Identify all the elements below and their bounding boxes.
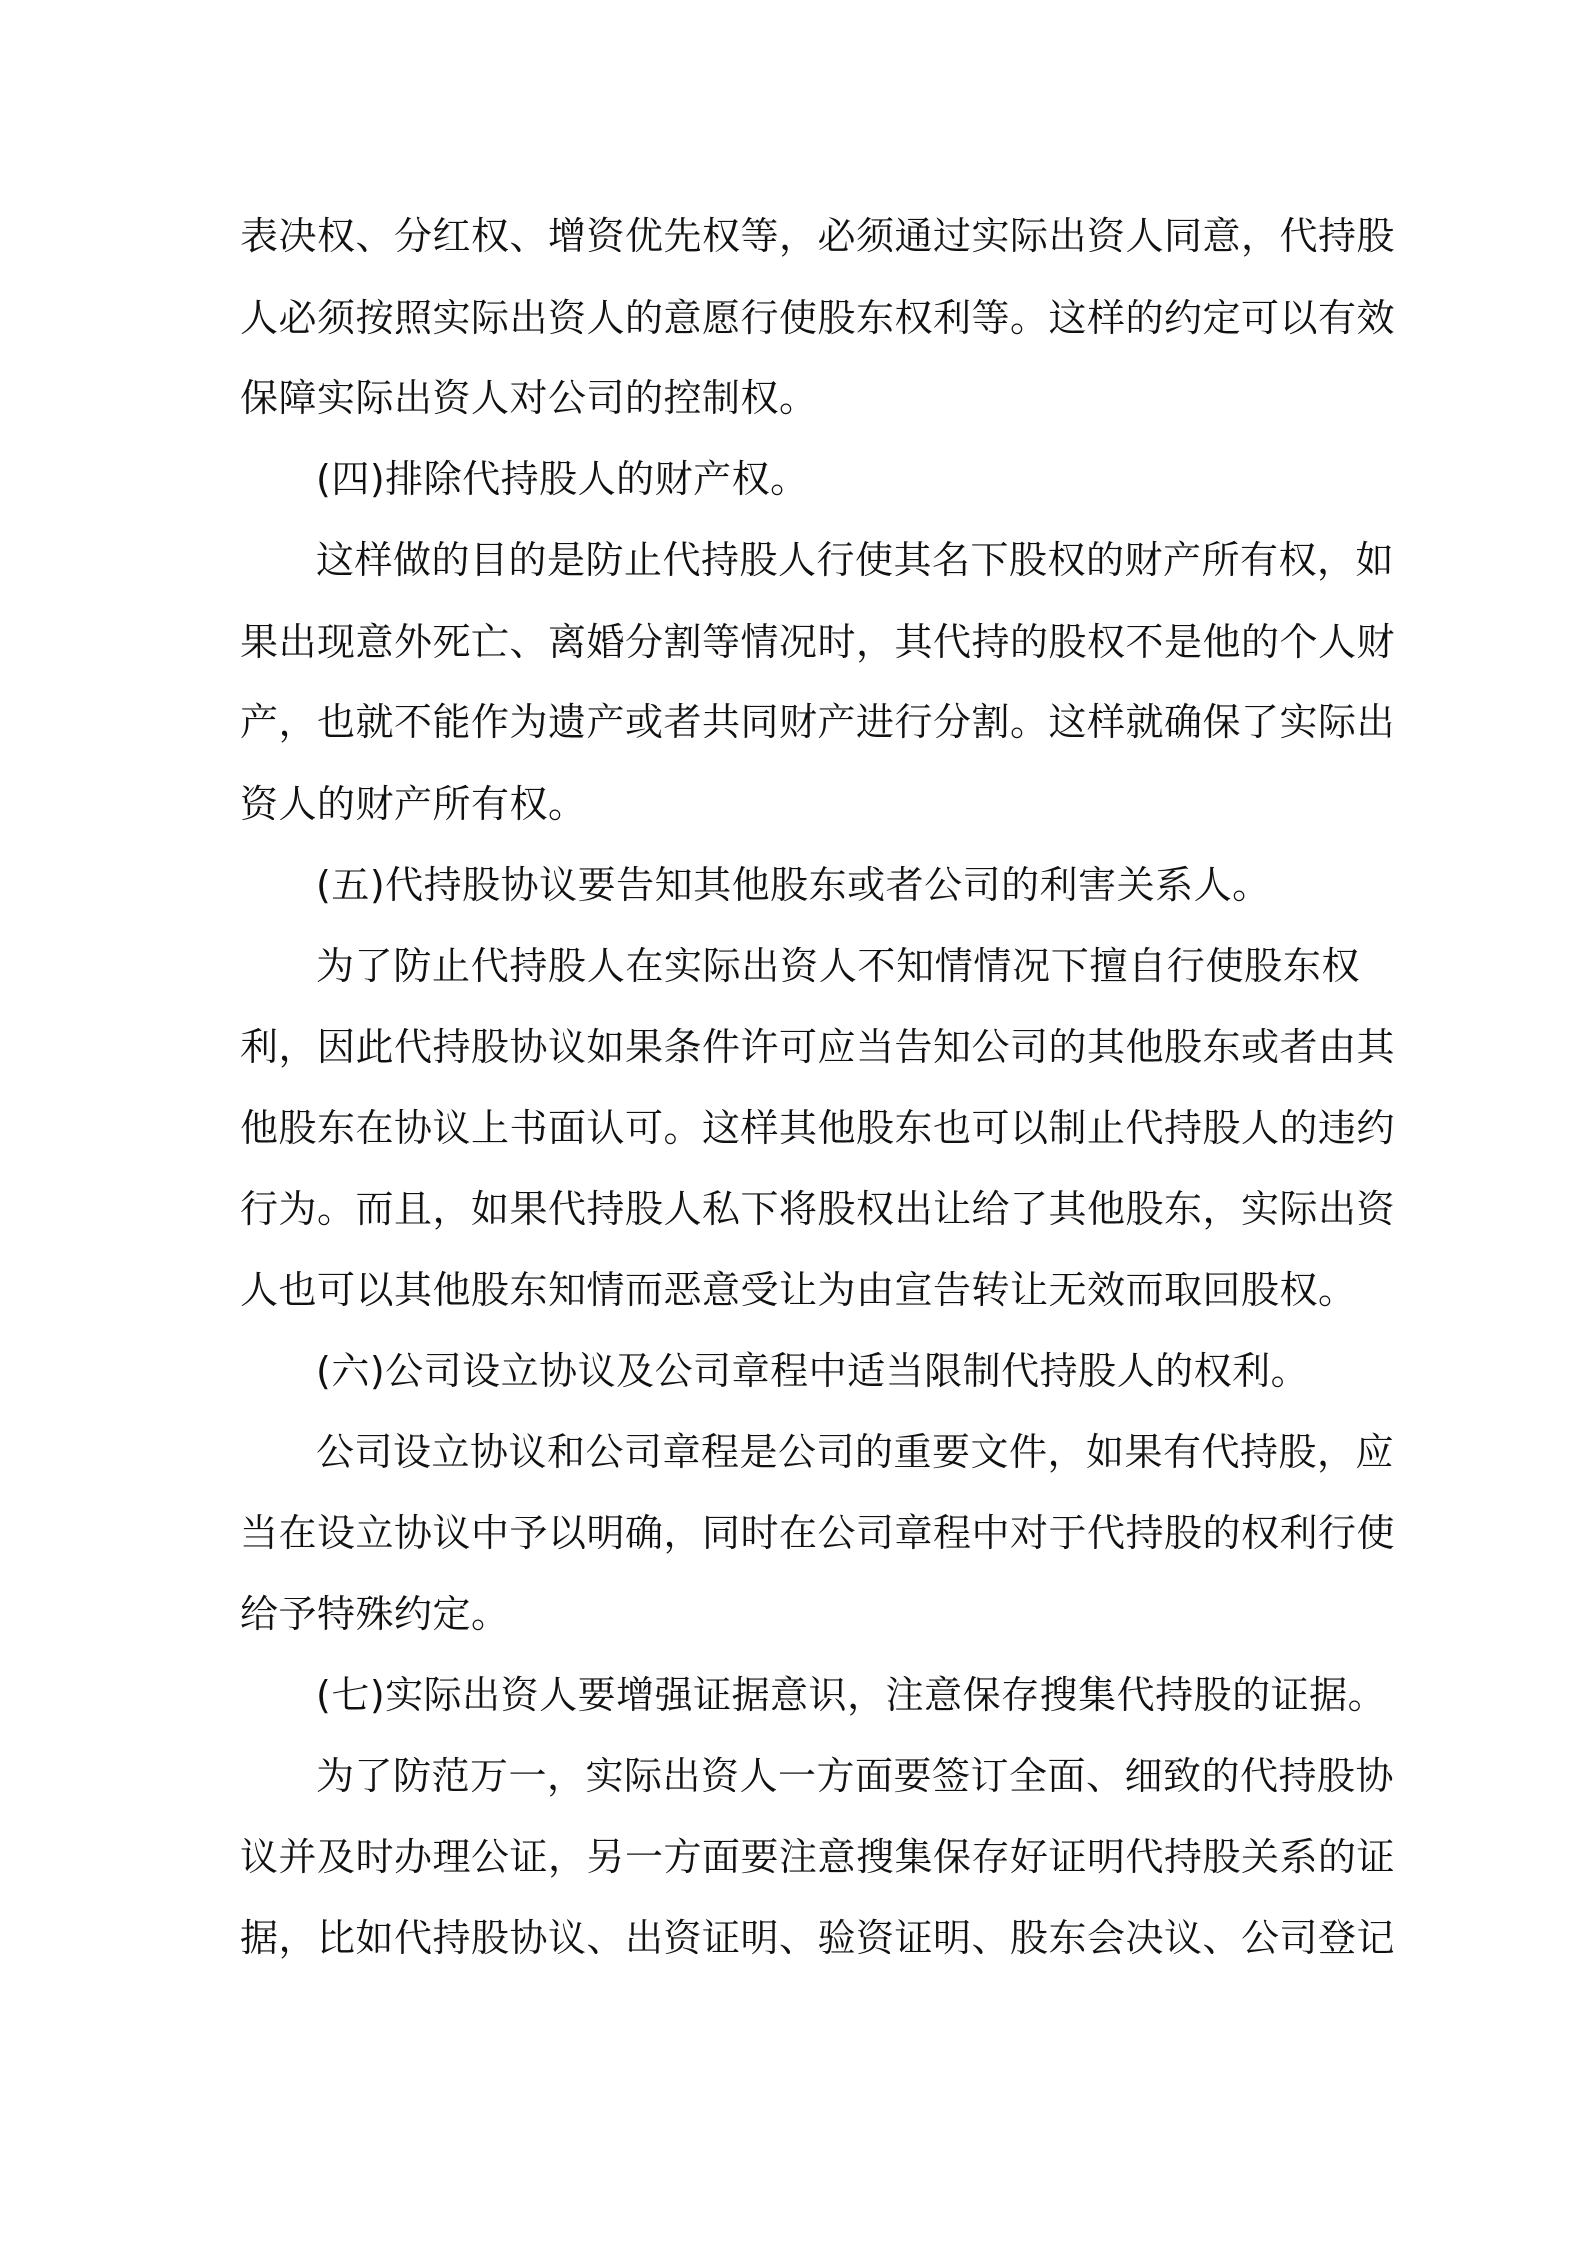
section-heading-5: (五)代持股协议要告知其他股东或者公司的利害关系人。 bbox=[316, 863, 1271, 907]
body-line: 保障实际出资人对公司的控制权。 bbox=[240, 376, 818, 420]
body-line: 公司设立协议和公司章程是公司的重要文件，如果有代持股，应 bbox=[316, 1430, 1395, 1474]
body-line: 人必须按照实际出资人的意愿行使股东权利等。这样的约定可以有效 bbox=[240, 296, 1396, 340]
body-line: 产，也就不能作为遗产或者共同财产进行分割。这样就确保了实际出 bbox=[240, 700, 1396, 744]
body-line: 议并及时办理公证，另一方面要注意搜集保存好证明代持股关系的证 bbox=[240, 1835, 1396, 1879]
body-line: 表决权、分红权、增资优先权等，必须通过实际出资人同意，代持股 bbox=[240, 214, 1396, 258]
section-heading-4: (四)排除代持股人的财产权。 bbox=[316, 457, 809, 501]
section-heading-7: (七)实际出资人要增强证据意识，注意保存搜集代持股的证据。 bbox=[316, 1673, 1387, 1717]
body-line: 资人的财产所有权。 bbox=[240, 782, 587, 826]
body-line: 利，因此代持股协议如果条件许可应当告知公司的其他股东或者由其 bbox=[240, 1025, 1396, 1069]
body-line: 这样做的目的是防止代持股人行使其名下股权的财产所有权，如 bbox=[316, 538, 1395, 582]
body-line: 给予特殊约定。 bbox=[240, 1592, 510, 1636]
section-heading-6: (六)公司设立协议及公司章程中适当限制代持股人的权利。 bbox=[316, 1349, 1310, 1393]
body-line: 为了防止代持股人在实际出资人不知情情况下擅自行使股东权 bbox=[316, 944, 1360, 988]
body-line: 果出现意外死亡、离婚分割等情况时，其代持的股权不是他的个人财 bbox=[240, 620, 1396, 664]
body-line: 当在设立协议中予以明确，同时在公司章程中对于代持股的权利行使 bbox=[240, 1511, 1396, 1555]
body-line: 人也可以其他股东知情而恶意受让为由宣告转让无效而取回股权。 bbox=[240, 1268, 1357, 1312]
body-line: 为了防范万一，实际出资人一方面要签订全面、细致的代持股协 bbox=[316, 1754, 1395, 1798]
body-line: 据，比如代持股协议、出资证明、验资证明、股东会决议、公司登记 bbox=[240, 1916, 1396, 1960]
body-line: 行为。而且，如果代持股人私下将股权出让给了其他股东，实际出资 bbox=[240, 1187, 1396, 1231]
body-line: 他股东在协议上书面认可。这样其他股东也可以制止代持股人的违约 bbox=[240, 1106, 1396, 1150]
